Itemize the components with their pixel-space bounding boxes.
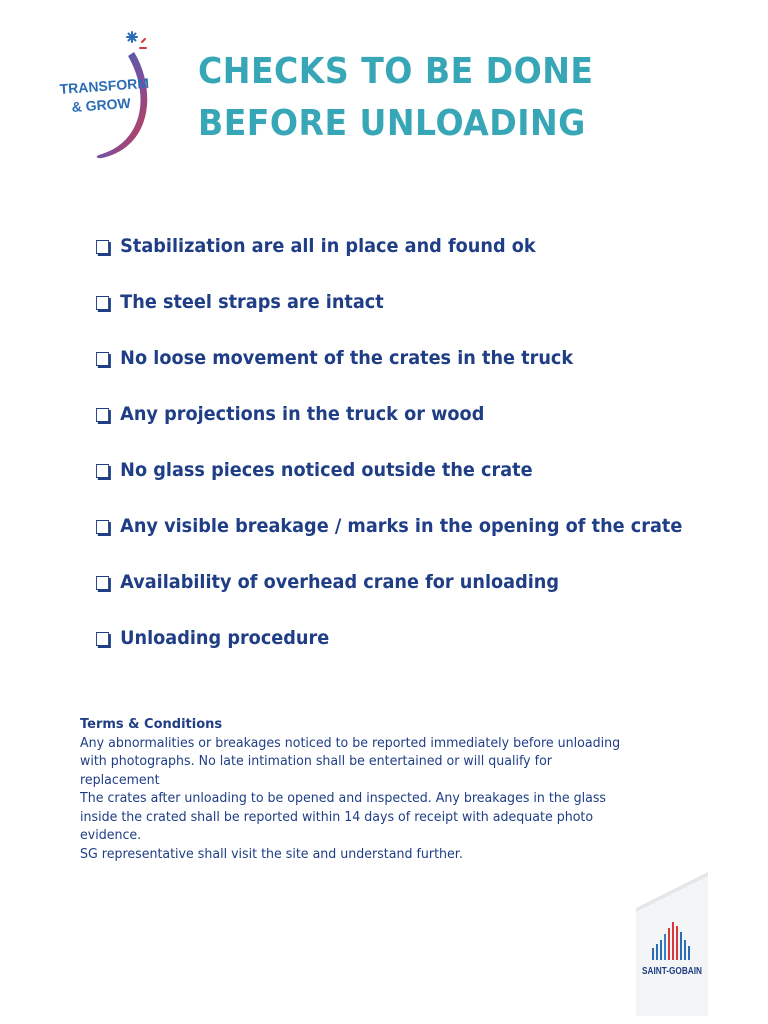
checklist-item: [96, 218, 682, 274]
checklist-item: [96, 386, 682, 442]
logo-text-grow: & GROW: [71, 94, 132, 115]
checklist-item-label: Any projections in the truck or wood: [120, 403, 485, 425]
checklist-item-label: Availability of overhead crane for unloading: [120, 571, 560, 593]
page-title-line-1: CHECKS TO BE DONE: [198, 51, 594, 92]
terms-paragraph-2: The crates after unloading to be opened and inspected. Any breakages in the glass inside the crated shall be reported within 14 days of receipt with adequate photo evidence.: [80, 791, 606, 843]
checklist-item: [96, 498, 682, 554]
checklist-item: [96, 442, 682, 498]
page-title-line-2: BEFORE UNLOADING: [198, 103, 586, 144]
checklist-item-label: No glass pieces noticed outside the crate: [120, 459, 533, 481]
checklist-item-label: Unloading procedure: [120, 627, 330, 649]
logo-text-transform: TRANSFORM: [59, 74, 150, 97]
checklist-item: [96, 554, 682, 610]
saint-gobain-wordmark: SAINT-GOBAIN: [642, 965, 702, 977]
checklist-item-label: Stabilization are all in place and found ok: [120, 235, 536, 257]
terms-and-conditions: [80, 716, 640, 864]
checklist-item-label: Any visible breakage / marks in the opening of the crate: [120, 515, 683, 537]
checklist: [96, 218, 726, 666]
checkbox-icon: [96, 408, 109, 422]
checklist-item: [96, 274, 682, 330]
checkbox-icon: [96, 240, 109, 254]
checklist-item-label: The steel straps are intact: [120, 291, 384, 313]
checkbox-icon: [96, 352, 109, 366]
terms-heading: Terms & Conditions: [80, 717, 223, 732]
transform-grow-logo: [58, 28, 158, 163]
checkbox-icon: [96, 464, 109, 478]
checklist-item-label: No loose movement of the crates in the truck: [120, 347, 574, 369]
checkbox-icon: [96, 632, 109, 646]
saint-gobain-logo: [632, 868, 712, 1016]
saint-gobain-logo-graphic: [632, 868, 712, 1016]
checkbox-icon: [96, 520, 109, 534]
checkbox-icon: [96, 576, 109, 590]
terms-paragraph-1: Any abnormalities or breakages noticed to be reported immediately before unloading with photographs. No late intimation shall be entertained or will qualify for replacement: [80, 735, 621, 788]
transform-grow-logo-graphic: [58, 28, 158, 163]
sparkle-icon: [127, 32, 146, 48]
checklist-item: [96, 610, 682, 666]
terms-paragraph-3: SG representative shall visit the site and understand further.: [80, 846, 463, 862]
page-title: [198, 46, 676, 150]
checkbox-icon: [96, 296, 109, 310]
checklist-item: [96, 330, 682, 386]
